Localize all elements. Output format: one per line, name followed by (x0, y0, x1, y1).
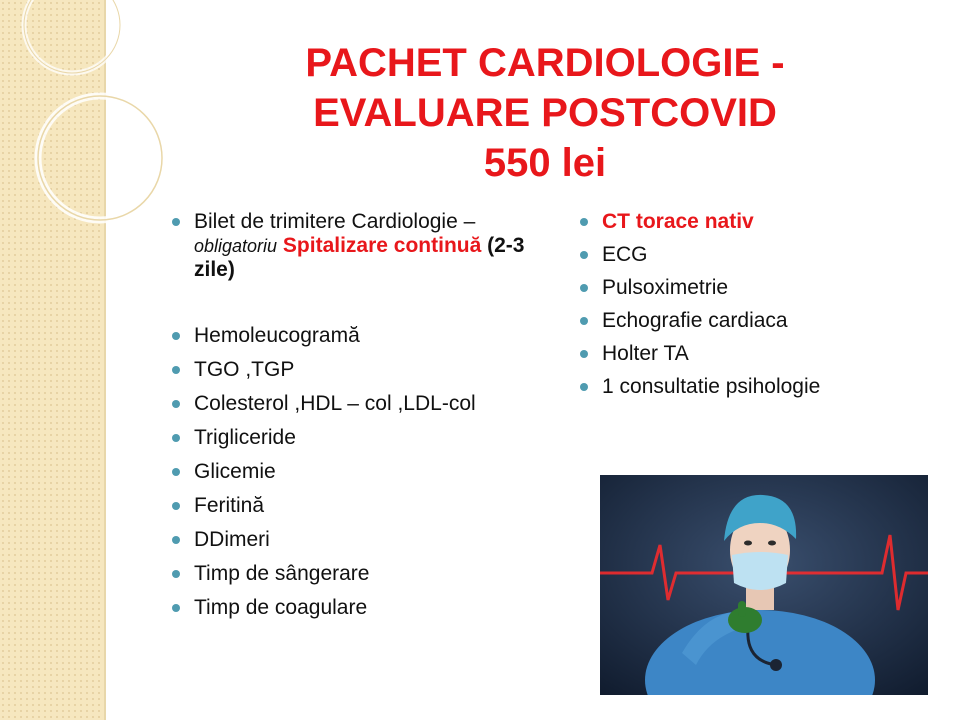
list-item: ECG (576, 243, 876, 267)
list-item: DDimeri (168, 528, 528, 552)
title-line-1: PACHET CARDIOLOGIE - (305, 41, 785, 85)
list-item: TGO ,TGP (168, 358, 528, 382)
list-item: Timp de sângerare (168, 562, 528, 586)
duration-text: (2-3 zile) (194, 234, 525, 281)
spitalizare-text: Spitalizare continuă (282, 234, 482, 257)
list-item-ct: CT torace nativ (576, 210, 876, 234)
price-label: 550 lei (483, 141, 607, 185)
list-item-referral (168, 210, 528, 282)
list-item: Hemoleucogramă (168, 324, 528, 348)
list-item: Timp de coagulare (168, 596, 528, 620)
list-item: Trigliceride (168, 426, 528, 450)
list-item: Echografie cardiaca (576, 309, 876, 333)
list-item: 1 consultatie psihologie (576, 375, 876, 399)
list-item: Colesterol ,HDL – col ,LDL-col (168, 392, 528, 416)
obligatoriu-text: obligatoriu (194, 236, 278, 256)
doctor-illustration (600, 475, 928, 695)
list-item: Feritină (168, 494, 528, 518)
list-item: Glicemie (168, 460, 528, 484)
title-line-2: EVALUARE POSTCOVID (313, 91, 777, 135)
list-item: Holter TA (576, 342, 876, 366)
referral-text: Bilet de trimitere Cardiologie – (194, 210, 476, 233)
slide-title (200, 38, 890, 188)
left-investigations-list (168, 210, 528, 630)
list-item: Pulsoximetrie (576, 276, 876, 300)
right-investigations-list (576, 210, 876, 408)
doctor-photo (600, 475, 928, 695)
